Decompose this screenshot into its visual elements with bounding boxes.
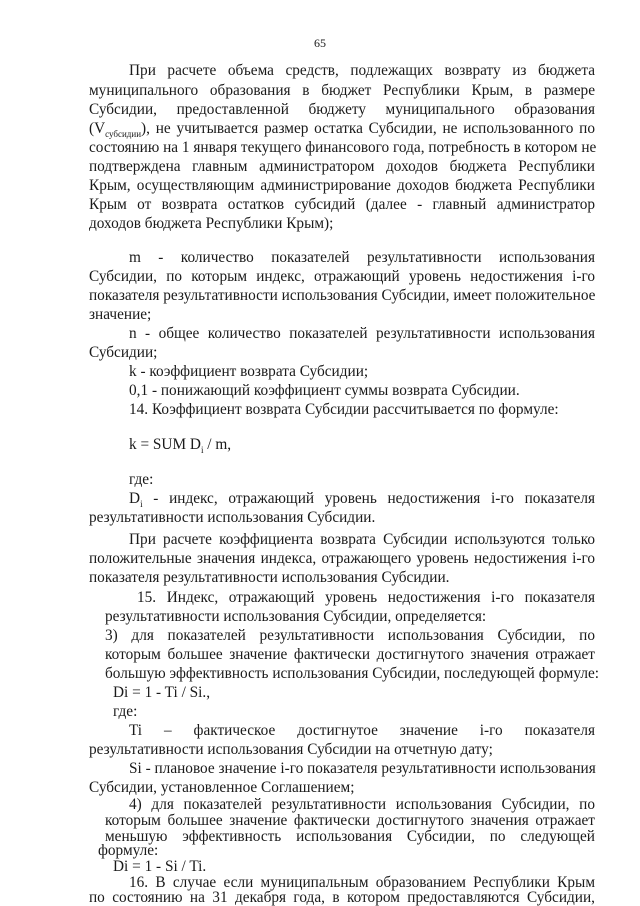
- text-fragment: - индекс, отражающий уровень недостижения i-го показателя: [142, 490, 595, 507]
- text-line: где:: [113, 703, 138, 720]
- text-line: [129, 490, 595, 510]
- text-line: большую эффективность использования Субсидии, последующей формуле:: [105, 665, 599, 682]
- subscript: i: [140, 499, 143, 510]
- text-line: k - коэффициент возврата Субсидии;: [129, 363, 369, 380]
- text-fragment: ), не учитывается размер остатка Субсидии, не использованного по: [141, 120, 595, 137]
- text-line: доходов бюджета Республики Крым);: [89, 215, 334, 232]
- text-line: меньшую эффективность использования Субсидии, по следующей: [105, 828, 595, 845]
- text-line: подтверждена главным администратором доходов бюджета Республики: [89, 158, 595, 175]
- text-line: показателя результативности использования Субсидии, имеет положительное: [89, 287, 596, 304]
- text-line: n - общее количество показателей результативности использования: [129, 325, 595, 342]
- text-line: Субсидии;: [89, 344, 158, 361]
- text-fragment: D: [129, 490, 141, 507]
- text-line: Субсидии, установленное Соглашением;: [89, 779, 355, 796]
- text-fragment: / m,: [203, 436, 232, 453]
- text-fragment: k = SUM D: [129, 436, 201, 453]
- text-line: 4) для показателей результативности использования Субсидии, по: [129, 796, 595, 813]
- text-line: Субсидии, по которым индекс, отражающий уровень недостижения i-го: [89, 268, 595, 285]
- text-line: При расчете коэффициента возврата Субсидии используются только: [129, 531, 595, 548]
- text-line: Ti – фактическое достигнутое значение i-го показателя: [129, 722, 595, 739]
- text-line: [89, 120, 595, 140]
- text-line: состоянию на 1 января текущего финансового года, потребность в котором не: [89, 139, 597, 156]
- formula-di-2: Di = 1 - Si / Ti.: [113, 858, 207, 875]
- text-line: результативности использования Субсидии на отчетную дату;: [89, 741, 493, 758]
- text-line: 16. В случае если муниципальным образованием Республики Крым: [129, 874, 595, 891]
- text-line: которым большее значение фактически достигнутого значения отражает: [105, 646, 595, 663]
- text-line: Крым, осуществляющим администрирование доходов бюджета Республики: [89, 177, 595, 194]
- text-line: муниципального образования в бюджет Республики Крым, в размере: [89, 82, 595, 99]
- text-line: 0,1 - понижающий коэффициент суммы возврата Субсидии.: [129, 382, 520, 399]
- text-line: по состоянию на 31 декабря года, в котором предоставляются Субсидии,: [89, 889, 595, 906]
- text-line: положительные значения индекса, отражающего уровень недостижения i-го: [89, 550, 595, 567]
- text-line: значение;: [89, 306, 152, 323]
- text-line: m - количество показателей результативности использования: [129, 249, 595, 266]
- text-line: Крым от возврата остатков субсидий (далее - главный администратор: [89, 196, 595, 213]
- text-line: где:: [129, 471, 154, 488]
- text-line: результативности использования Субсидии, определяется:: [105, 608, 487, 625]
- page-number: 65: [314, 36, 326, 50]
- text-line: 3) для показателей результативности использования Субсидии, по: [105, 627, 595, 644]
- text-line: показателя результативности использования Субсидии.: [89, 569, 450, 586]
- text-line: формуле:: [98, 842, 159, 859]
- subscript: субсидии: [105, 129, 142, 140]
- formula-k: [129, 436, 595, 456]
- text-line: Субсидии, предоставленной бюджету муниципального образования: [89, 101, 595, 118]
- text-line: Si - плановое значение i-го показателя результативности использования: [129, 760, 596, 777]
- text-line: При расчете объема средств, подлежащих возврату из бюджета: [129, 62, 595, 79]
- text-line: 15. Индекс, отражающий уровень недостижения i-го показателя: [137, 589, 595, 606]
- formula-di-1: Di = 1 - Ti / Si.,: [113, 684, 211, 701]
- text-line: результативности использования Субсидии.: [89, 509, 376, 526]
- text-fragment: (V: [89, 120, 106, 137]
- text-line: 14. Коэффициент возврата Субсидии рассчитывается по формуле:: [129, 401, 559, 418]
- subscript: i: [200, 445, 204, 456]
- text-fragment: [129, 490, 595, 510]
- text-line: которым большее значение фактически достигнутого значения отражает: [105, 812, 595, 829]
